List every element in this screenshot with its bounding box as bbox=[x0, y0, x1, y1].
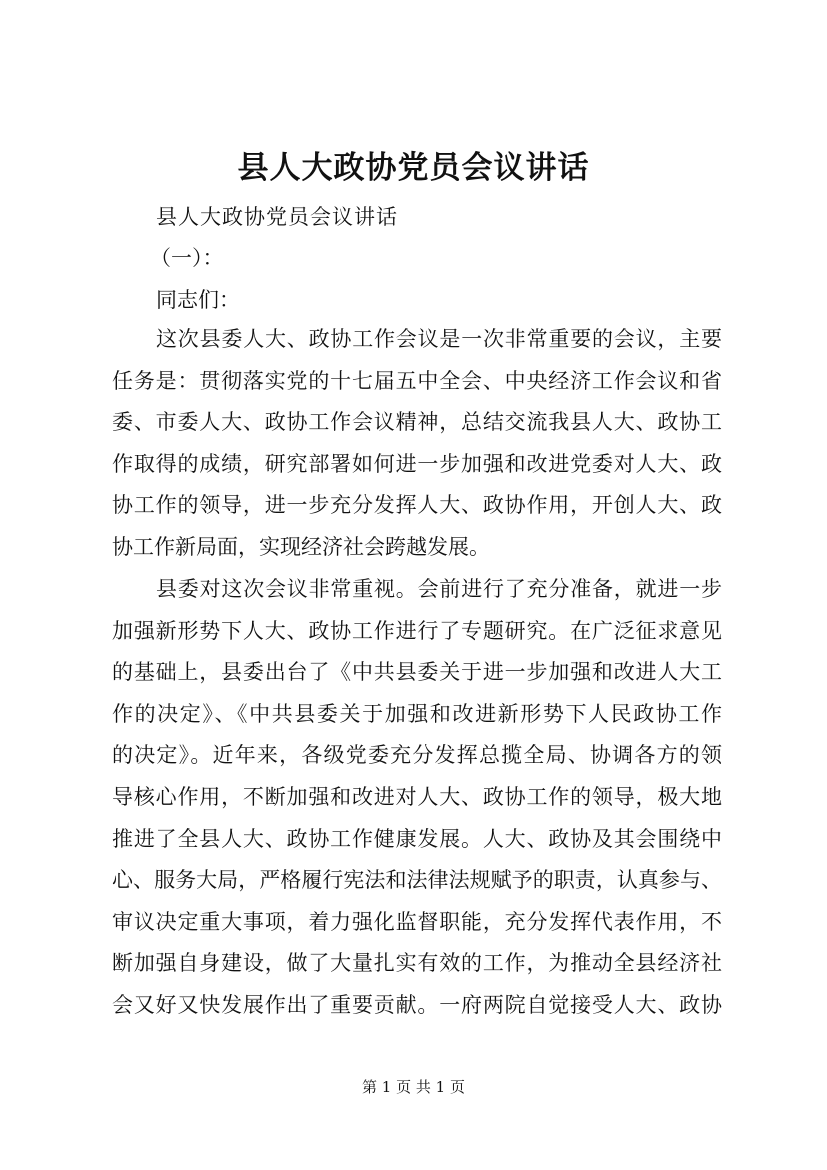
paragraph-line: 的决定》。近年来，各级党委充分发挥总揽全局、协调各方的领 bbox=[112, 743, 722, 768]
document-subtitle: 县人大政协党员会议讲话 bbox=[156, 205, 398, 229]
paragraph-line: 导核心作用，不断加强和改进对人大、政协工作的领导，极大地 bbox=[112, 784, 722, 809]
paragraph-line: 作的决定》、《中共县委关于加强和改进新形势下人民政协工作 bbox=[112, 701, 722, 726]
page-title: 县人大政协党员会议讲话 bbox=[237, 150, 590, 186]
paragraph-line: 心、服务大局，严格履行宪法和法律法规赋予的职责，认真参与、 bbox=[112, 868, 722, 893]
paragraph-line: 任务是：贯彻落实党的十七届五中全会、中央经济工作会议和省 bbox=[112, 368, 722, 393]
paragraph-2 bbox=[112, 569, 722, 1027]
paragraph-line: 作取得的成绩，研究部署如何进一步加强和改进党委对人大、政 bbox=[112, 451, 722, 476]
paragraph-line: 加强新形势下人大、政协工作进行了专题研究。在广泛征求意见 bbox=[112, 618, 722, 643]
greeting: 同志们： bbox=[156, 288, 240, 312]
paragraph-line: 这次县委人大、政协工作会议是一次非常重要的会议，主要 bbox=[156, 327, 722, 351]
section-number: （一）： bbox=[150, 246, 224, 270]
paragraph-line: 协工作的领导，进一步充分发挥人大、政协作用，开创人大、政 bbox=[112, 493, 722, 518]
paragraph-line: 委、市委人大、政协工作会议精神，总结交流我县人大、政协工 bbox=[112, 410, 722, 435]
paragraph-line: 会又好又快发展作出了重要贡献。一府两院自觉接受人大、政协 bbox=[112, 992, 722, 1017]
paragraph-line: 审议决定重大事项，着力强化监督职能，充分发挥代表作用，不 bbox=[112, 909, 722, 934]
paragraph-line: 县委对这次会议非常重视。会前进行了充分准备，就进一步 bbox=[156, 577, 722, 601]
page-footer: 第 1 页 共 1 页 bbox=[362, 1078, 465, 1096]
paragraph-line: 断加强自身建设，做了大量扎实有效的工作，为推动全县经济社 bbox=[112, 951, 722, 976]
paragraph-line: 协工作新局面，实现经济社会跨越发展。 bbox=[112, 534, 490, 559]
paragraph-line: 的基础上，县委出台了《中共县委关于进一步加强和改进人大工 bbox=[112, 660, 722, 685]
paragraph-line: 推进了全县人大、政协工作健康发展。人大、政协及其会围绕中 bbox=[112, 826, 722, 851]
paragraph-1 bbox=[112, 319, 722, 569]
